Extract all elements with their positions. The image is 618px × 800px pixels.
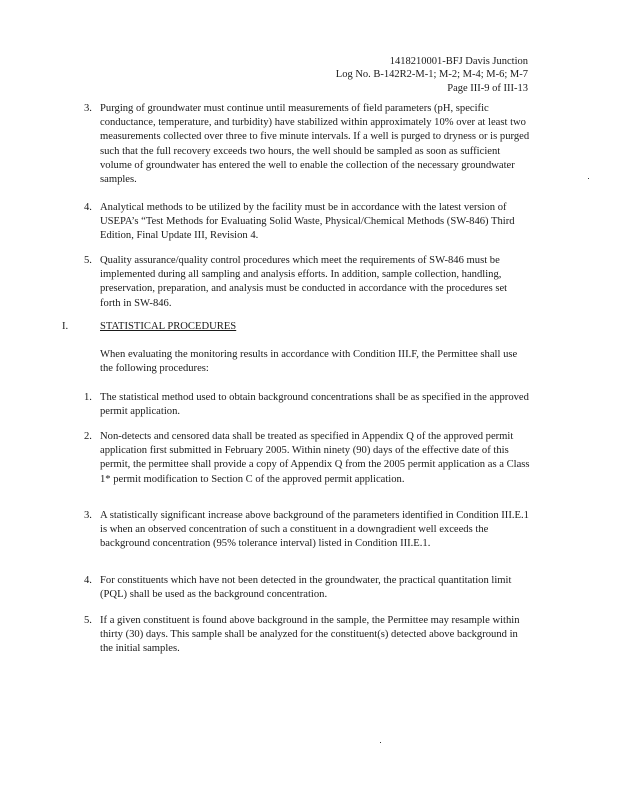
header-page-number: Page III-9 of III-13 (447, 82, 528, 94)
scan-speck (588, 178, 589, 179)
section-intro: When evaluating the monitoring results in accordance with Condition III.F, the Permittee shall use the following procedures: (100, 349, 518, 375)
section-letter: I. (62, 321, 69, 332)
list-item (84, 201, 530, 244)
list-item-number: 3. (84, 103, 92, 114)
header-facility: 1418210001-BFJ Davis Junction (389, 56, 528, 67)
list-item-text: The statistical method used to obtain background concentrations shall be as specified in the approved permit application. (100, 392, 529, 418)
list-item-number: 5. (84, 255, 92, 266)
scan-speck (380, 742, 381, 743)
list-item-number: 4. (84, 202, 92, 213)
list-item (84, 430, 530, 487)
list-item (84, 254, 530, 311)
list-item (84, 614, 530, 657)
list-item-text: Purging of groundwater must continue until measurements of field parameters (pH, specific conductance, temperature, and turbidity) have stabilized within approximately 10% over at least two measurements collected over three to five minute intervals. If a well is purged to dryness or is purged such that the full recovery exceeds two hours, the well should be sampled as soon as sufficient volume of groundwater has entered the well to enable the collection of the necessary groundwater samples. (100, 103, 530, 186)
list-item (84, 574, 530, 602)
list-item (84, 391, 530, 419)
list-item (84, 102, 530, 187)
list-item-text: For constituents which have not been detected in the groundwater, the practical quantitation limit (PQL) shall be used as the background concentration. (100, 575, 512, 601)
list-item-text: Analytical methods to be utilized by the facility must be in accordance with the latest version of USEPA’s “Test Methods for Evaluating Solid Waste, Physical/Chemical Methods (SW-846) Third Edition, Final Update III, Revision 4. (100, 202, 515, 242)
list-item-text: Quality assurance/quality control procedures which meet the requirements of SW-846 must be implemented during all sampling and analysis efforts. In addition, sample collection, handling, preservation, preparation, and analysis must be conducted in accordance with the procedures set forth in SW-846. (100, 255, 508, 309)
header-log-number: Log No. B-142R2-M-1; M-2; M-4; M-6; M-7 (335, 69, 528, 81)
list-item (84, 509, 530, 552)
list-item-number: 1. (84, 392, 92, 403)
list-item-text: Non-detects and censored data shall be treated as specified in Appendix Q of the approved permit application first submitted in February 2005. Within ninety (90) days of the effective date of this permit, the permittee shall provide a copy of Appendix Q from the 2005 permit application as a Class 1* permit modification to Section C of the approved permit application. (100, 431, 530, 485)
list-item-number: 5. (84, 615, 92, 626)
list-item-text: If a given constituent is found above background in the sample, the Permittee may resample within thirty (30) days. This sample shall be analyzed for the constituent(s) detected above background in the initial samples. (100, 615, 520, 655)
section-title: STATISTICAL PROCEDURES (100, 321, 237, 332)
list-item-number: 4. (84, 575, 92, 586)
page-header (336, 55, 528, 95)
list-item-number: 2. (84, 431, 92, 442)
list-item-text: A statistically significant increase above background of the parameters identified in Condition III.E.1 is when an observed concentration of such a constituent in a downgradient well exceeds the background concentration (95% tolerance interval) listed in Condition III.E.1. (100, 510, 529, 550)
list-item-number: 3. (84, 510, 92, 521)
